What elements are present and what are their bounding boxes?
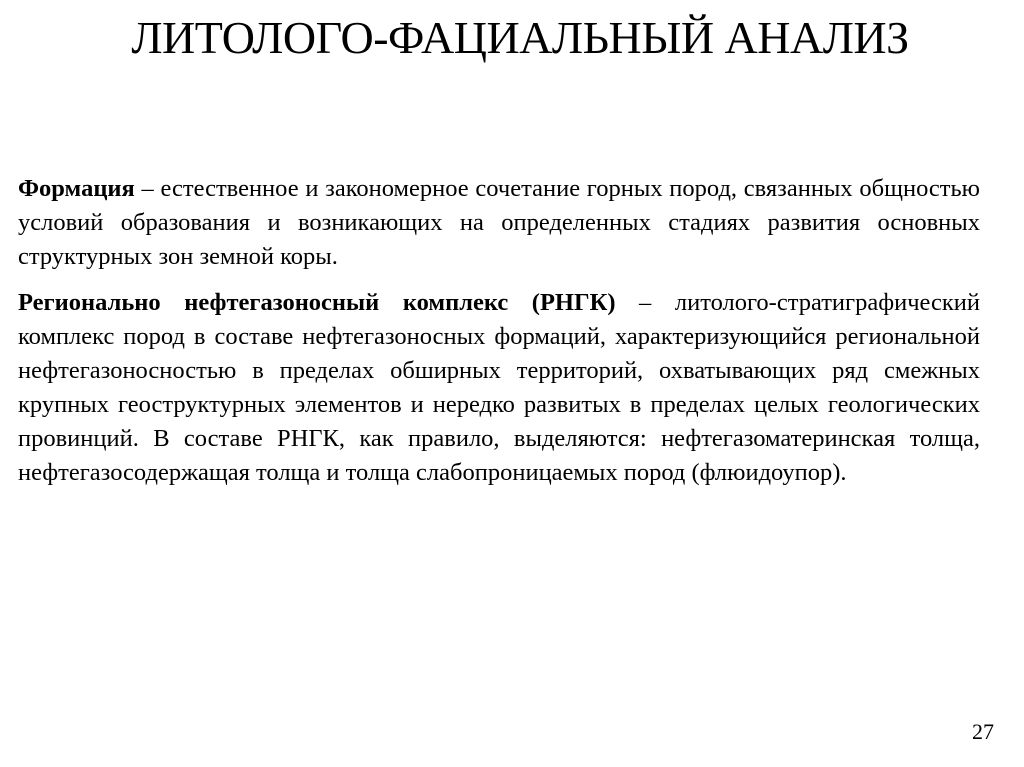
definition-rngk	[18, 286, 980, 490]
slide-body	[18, 172, 980, 490]
definition-term: Регионально нефтегазоносный комплекс (РНГК)	[18, 289, 616, 316]
definition-text: – естественное и закономерное сочетание горных пород, связанных общностью условий образования и возникающих на определенных стадиях развития основных структурных зон земной коры.	[18, 175, 980, 270]
page-number: 27	[972, 719, 994, 744]
definition-term: Формация	[18, 175, 135, 202]
definition-text: – литолого-стратиграфический комплекс пород в составе нефтегазоносных формаций, характеризующийся региональной нефтегазоносностью в пределах обширных территорий, охватывающих ряд смежных крупных геоструктурных элементов и нередко развитых в пределах целых геологических провинций. В составе РНГК, как правило, выделяются: нефтегазоматеринская толща, нефтегазосодержащая толща и толща слабопроницаемых пород (флюидоупор).	[18, 289, 980, 486]
slide-title: ЛИТОЛОГО-ФАЦИАЛЬНЫЙ АНАЛИЗ	[131, 12, 909, 63]
definition-formation	[18, 172, 980, 274]
